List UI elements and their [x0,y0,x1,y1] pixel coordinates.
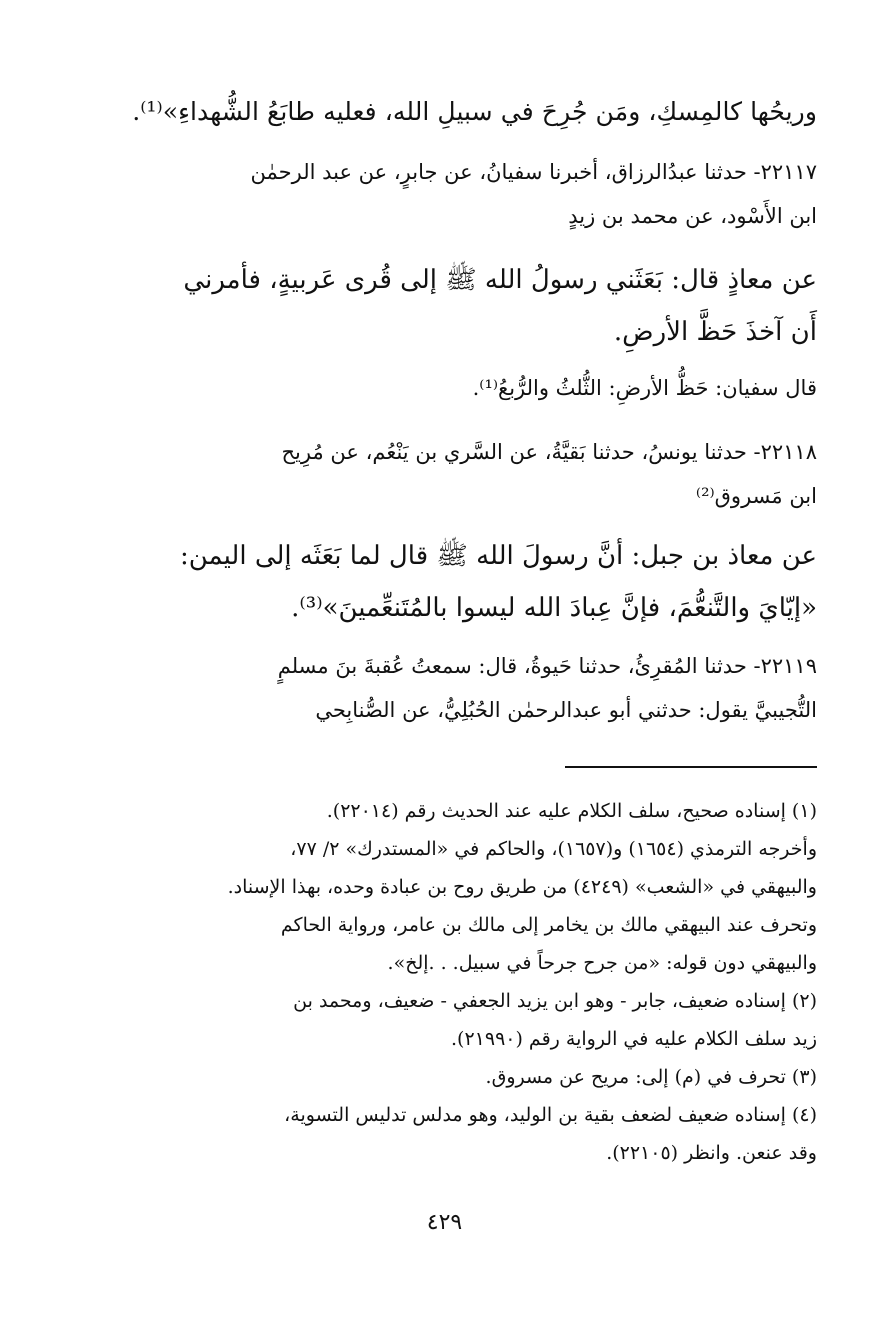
footnote-line: (٤) إسناده ضعيف لضعف بقية بن الوليد، وهو مدلس تدليس التسوية، [284,1104,817,1126]
hadith-22118-matn [118,530,817,634]
text-line: ٢٢١١٧- حدثنا عبدُالرزاق، أخبرنا سفيانُ، عن جابرٍ، عن عبد الرحمٰن [250,160,817,184]
text-line: أَن آخذَ حَظَّ الأرضِ. [613,317,817,347]
hadith-22117-matn [118,254,817,358]
page-number: ٤٢٩ [426,1210,463,1235]
footnote-line: وأخرجه الترمذي (١٦٥٤) و(١٦٥٧)، والحاكم في «المستدرك» ٢/ ٧٧، [290,838,817,860]
text-line: ابن مَسروق⁽²⁾ [695,484,817,508]
text-line: وريحُها كالمِسكِ، ومَن جُرِحَ في سبيلِ الله، فعليه طابَعُ الشُّهداءِ»⁽¹⁾. [132,97,817,126]
hadith-22118-isnad [118,430,817,518]
text-line: ٢٢١١٩- حدثنا المُقرِئُ، حدثنا حَيوةُ، قال: سمعتُ عُقبةَ بنَ مسلمٍ [277,654,817,678]
text-line: ابن الأَسْود، عن محمد بن زيدٍ [568,204,817,228]
footnote-line: (١) إسناده صحيح، سلف الكلام عليه عند الحديث رقم (٢٢٠١٤). [326,800,817,822]
footnotes [118,792,817,1172]
text-line: عن معاذٍ قال: بَعَثَني رسولُ الله ﷺ إلى قُرى عَربيةٍ، فأمرني [183,265,817,295]
text-line: ٢٢١١٨- حدثنا يونسُ، حدثنا بَقيَّةُ، عن السَّري بن يَنْعُم، عن مُرِيح [281,440,817,464]
footnote-separator [565,766,817,768]
text-line: «إيّايَ والتَّنعُّمَ، فإنَّ عِبادَ الله ليسوا بالمُتَنعِّمينَ»⁽³⁾. [291,593,817,623]
hadith-22119-isnad [118,644,817,732]
footnote-line: والبيهقي دون قوله: «من جرح جرحاً في سبيل. . .إلخ». [387,952,817,974]
footnote-line: (٢) إسناده ضعيف، جابر - وهو ابن يزيد الجعفي - ضعيف، ومحمد بن [293,990,817,1012]
text-line: قال سفيان: حَظُّ الأرضِ: الثُّلثُ والرُّبعُ⁽¹⁾. [472,376,817,400]
footnote-line: (٣) تحرف في (م) إلى: مريح عن مسروق. [485,1066,817,1088]
footnote-line: زيد سلف الكلام عليه في الرواية رقم (٢١٩٩٠). [451,1028,817,1050]
continuation-text [118,86,817,138]
text-line: عن معاذ بن جبل: أنَّ رسولَ الله ﷺ قال لما بَعَثَه إلى اليمن: [180,541,817,571]
hadith-22117-isnad [118,150,817,238]
footnote-line: وتحرف عند البيهقي مالك بن يخامر إلى مالك بن عامر، ورواية الحاكم [280,914,817,936]
footnote-line: وقد عنعن. وانظر (٢٢١٠٥). [606,1142,817,1164]
text-line: التُّجيبيَّ يقول: حدثني أبو عبدالرحمٰن الحُبُلِيُّ، عن الصُّنابِحي [315,698,817,722]
footnote-line: والبيهقي في «الشعب» (٤٢٤٩) من طريق روح بن عبادة وحده، بهذا الإسناد. [227,876,817,898]
hadith-22117-note [118,366,817,410]
